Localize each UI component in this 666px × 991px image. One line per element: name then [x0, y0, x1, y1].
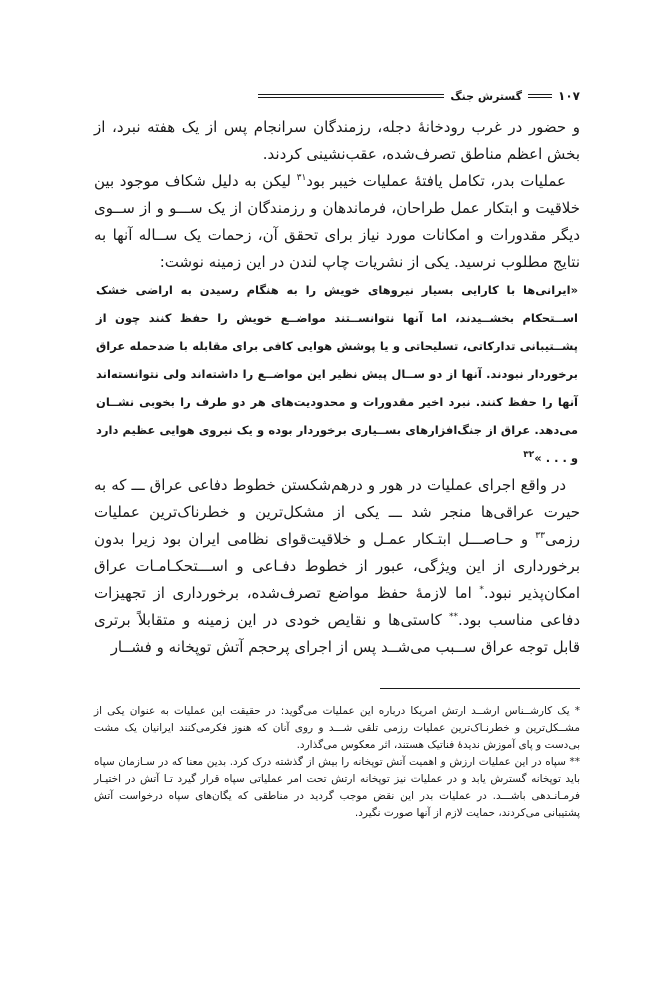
running-title: گسترش جنگ — [450, 89, 523, 103]
block-quote — [96, 276, 578, 472]
paragraph-2 — [94, 168, 580, 276]
footnote-separator — [380, 688, 580, 689]
endnote-ref-31: ۳۱ — [296, 173, 307, 183]
footnote-mark-1: * — [479, 585, 484, 595]
paragraph-3 — [94, 472, 580, 661]
paragraph-1 — [94, 114, 580, 168]
endnote-ref-33: ۳۳ — [535, 531, 545, 541]
paragraph-2-text-b: لیکن به دلیل شکاف موجود بین خلاقیت و ابتکار عمل طراحان، فرماندهان و رزمندگان از یک ســـو و از ســوی دیگر مقدورات و امکانات مورد نیاز برای تحقق آن، زحمات یک ســاله آنها به نتایج مطلوب نرسید. یکی از نشریات چاپ لندن در این زمینه نوشت: — [94, 172, 580, 271]
paragraph-3-text-d: کاستی‌ها و نقایص خودی در این زمینه و متقابلاً برتری قابل توجه عراق ســبب می‌شــد پس از اجرای پرحجم آتش توپخانه و فشــار — [94, 611, 580, 656]
paragraph-3-text-b: و حـاصـــل ابتـکار عمـل و خلاقیت‌قوای نظامی ایران بود زیرا بدون برخورداری از این ویژگی، عبور از خطوط دفـاعی و اســـتحکـامـات عراق امکان‌پذیر نبود. — [94, 530, 580, 602]
header-rule-short — [528, 94, 552, 98]
footnote-1: * یک کارشــناس ارشــد ارتش امریکا درباره این عملیات می‌گوید: در حقیقت این عملیات به عنوان یکی از مشــکل‌ترین و خطرنـاک‌ترین عملیات رزمی تلقی شـــد و روی آنان که هنوز فکرمی‌کنند ایرانیان یک مشت بی‌دست و پای آموزش ندیدهٔ فناتیک هستند، اثر معکوس می‌گذارد. — [94, 705, 580, 751]
footnote-mark-2: ** — [448, 612, 458, 622]
running-header — [94, 86, 580, 106]
paragraph-1-text: و حضور در غرب رودخانهٔ دجله، رزمندگان سرانجام پس از یک هفته نبرد، از بخش اعظم مناطق تصرف‌شده، عقب‌نشینی کردند. — [94, 118, 580, 163]
endnote-ref-32: ۳۲ — [523, 450, 535, 461]
paragraph-3-text-c: اما لازمهٔ حفظ مواضع تصرف‌شده، برخورداری از تجهیزات دفاعی مناسب بود. — [94, 584, 581, 629]
paragraph-3-text-a: در واقع اجرای عملیات در هور و درهم‌شکستن خطوط دفاعی عراق ـــ که به حیرت عراقی‌ها منجر شد ـــ یکی از مشکل‌ترین و خطرناک‌ترین عملیات رزمی — [94, 476, 580, 548]
book-page — [94, 86, 580, 822]
header-rule-long — [258, 94, 444, 98]
page-number: ۱۰۷ — [558, 89, 580, 103]
footnote-2: ** سپاه در این عملیات ارزش و اهمیت آتش توپخانه را بیش از گذشته درک کرد. بدین معنا که در سـازمان سپاه باید توپخانه گسترش یابد و در عملیات نیز توپخانه ارتش تحت امر عملیاتی سپاه قرار گیرد تـا آتش در اختیـار فرمـانـدهی باشـــد. در عملیات بدر این نقض موجب گردید در مناطقی که یگان‌های سپاه درخواست آتش پشتیبانی می‌کردند، حمایت لازم از آنها صورت نگیرد. — [94, 756, 580, 819]
block-quote-text: «ایرانی‌ها با کارایی بسیار نیروهای خویش را به هنگام رسیدن به اراضی خشک اســتحکام بخشــیدند، اما آنها نتوانســتند مواضــع خویش را حفظ کنند چون از پشــتیبانی تدارکاتی، تسلیحاتی و یا پوشش هوایی کافی برای مقابله با ضدحمله عراق برخوردار نبودند. آنها از دو ســال پیش نظیر این مواضــع را داشته‌اند ولی نتوانسته‌اند آنها را حفظ کنند. نبرد اخیر مقدورات و محدودیت‌های هر دو طرف را بخوبی نشــان می‌دهد. عراق از جنگ‌افزارهای بســیاری برخوردار بوده و یک نیروی هوایی عظیم دارد و . . . » — [96, 283, 578, 465]
paragraph-2-text-a: عملیات بدر، تکامل یافتهٔ عملیات خیبر بود — [306, 172, 567, 190]
